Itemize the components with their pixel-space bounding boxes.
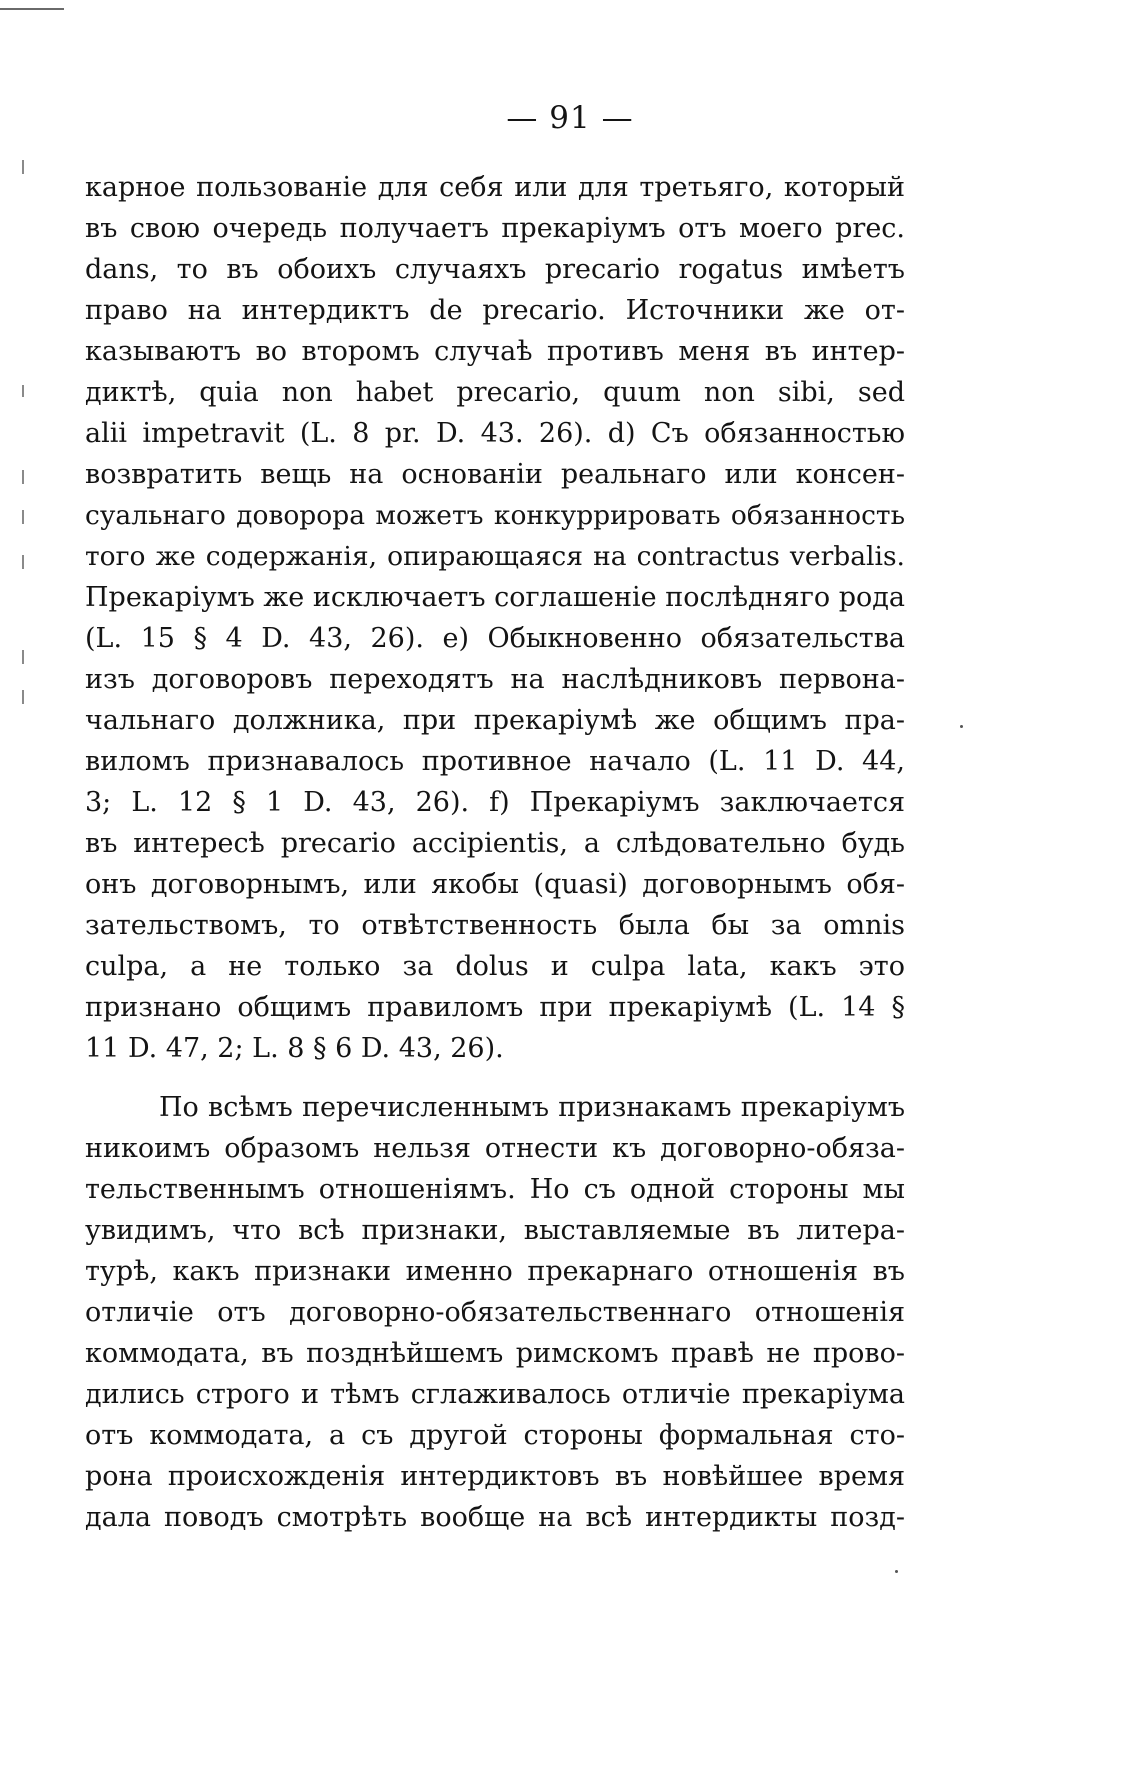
text-line: culpa, а не только за dolus и culpa lata, какъ это	[85, 951, 905, 982]
text-line: 11 D. 47, 2; L. 8 § 6 D. 43, 26).	[85, 1033, 504, 1064]
text-line: казываютъ во второмъ случаѣ противъ меня въ интер-	[85, 336, 905, 367]
text-line: право на интердиктъ de precario. Источники же от-	[85, 295, 905, 326]
text-line: турѣ, какъ признаки именно прекарнаго отношенія въ	[85, 1256, 905, 1287]
text-line: 3; L. 12 § 1 D. 43, 26). f) Прекаріумъ заключается	[85, 787, 905, 818]
text-line: карное пользованіе для себя или для третьяго, который	[85, 172, 905, 203]
text-line: чальнаго должника, при прекаріумѣ же общимъ пра-	[85, 705, 905, 736]
top-edge-rule	[0, 8, 64, 10]
text-line: отъ коммодата, а съ другой стороны формальная сто-	[85, 1420, 905, 1451]
text-line: виломъ признавалось противное начало (L. 11 D. 44,	[85, 746, 905, 777]
text-line: суальнаго доворора можетъ конкуррировать обязанность	[85, 500, 905, 531]
text-line: диктѣ, quia non habet precario, quum non sibi, sed	[85, 377, 905, 408]
text-line: тельственнымъ отношеніямъ. Но съ одной стороны мы	[85, 1174, 905, 1205]
text-line: никоимъ образомъ нельзя отнести къ договорно-обяза-	[85, 1133, 905, 1164]
text-line: возвратить вещь на основаніи реальнаго или консен-	[85, 459, 905, 490]
text-line: въ интересѣ precario accipientis, а слѣдовательно будь	[85, 828, 905, 859]
text-line: того же содержанія, опирающаяся на contractus verbalis.	[85, 541, 905, 572]
margin-mark	[22, 385, 24, 397]
text-line: (L. 15 § 4 D. 43, 26). e) Обыкновенно обязательства	[85, 623, 905, 654]
text-line: изъ договоровъ переходятъ на наслѣдниковъ первона-	[85, 664, 905, 695]
text-line: рона происхожденія интердиктовъ въ новѣйшее время	[85, 1461, 905, 1492]
text-line: увидимъ, что всѣ признаки, выставляемые въ литера-	[85, 1215, 905, 1246]
paragraph-1	[85, 167, 905, 1069]
paragraph-2	[85, 1087, 905, 1538]
text-line: dans, то въ обоихъ случаяхъ precario rogatus имѣетъ	[85, 254, 905, 285]
margin-mark	[22, 510, 24, 524]
page-number: — 91 —	[506, 100, 634, 136]
text-line: Прекаріумъ же исключаетъ соглашеніе послѣдняго рода	[85, 582, 905, 613]
text-line: По всѣмъ перечисленнымъ признакамъ прекаріумъ	[159, 1092, 905, 1123]
margin-mark	[22, 160, 24, 174]
margin-mark	[22, 555, 24, 569]
text-line: дала поводъ смотрѣть вообще на всѣ интердикты позд-	[85, 1502, 905, 1533]
text-line: alii impetravit (L. 8 pr. D. 43. 26). d) Съ обязанностью	[85, 418, 905, 449]
margin-mark	[22, 470, 24, 484]
scan-speck	[960, 725, 963, 728]
margin-mark	[22, 650, 24, 664]
text-line: онъ договорнымъ, или якобы (quasi) договорнымъ обя-	[85, 869, 905, 900]
text-line: отличіе отъ договорно-обязательственнаго отношенія	[85, 1297, 905, 1328]
text-line: дились строго и тѣмъ сглаживалось отличіе прекаріума	[85, 1379, 905, 1410]
text-line: зательствомъ, то отвѣтственность была бы за omnis	[85, 910, 905, 941]
text-line: признано общимъ правиломъ при прекаріумѣ (L. 14 §	[85, 992, 905, 1023]
margin-mark	[22, 690, 24, 704]
scan-speck	[895, 1570, 898, 1573]
text-line: въ свою очередь получаетъ прекаріумъ отъ моего prec.	[85, 213, 905, 244]
text-line: коммодата, въ позднѣйшемъ римскомъ правѣ не прово-	[85, 1338, 905, 1369]
